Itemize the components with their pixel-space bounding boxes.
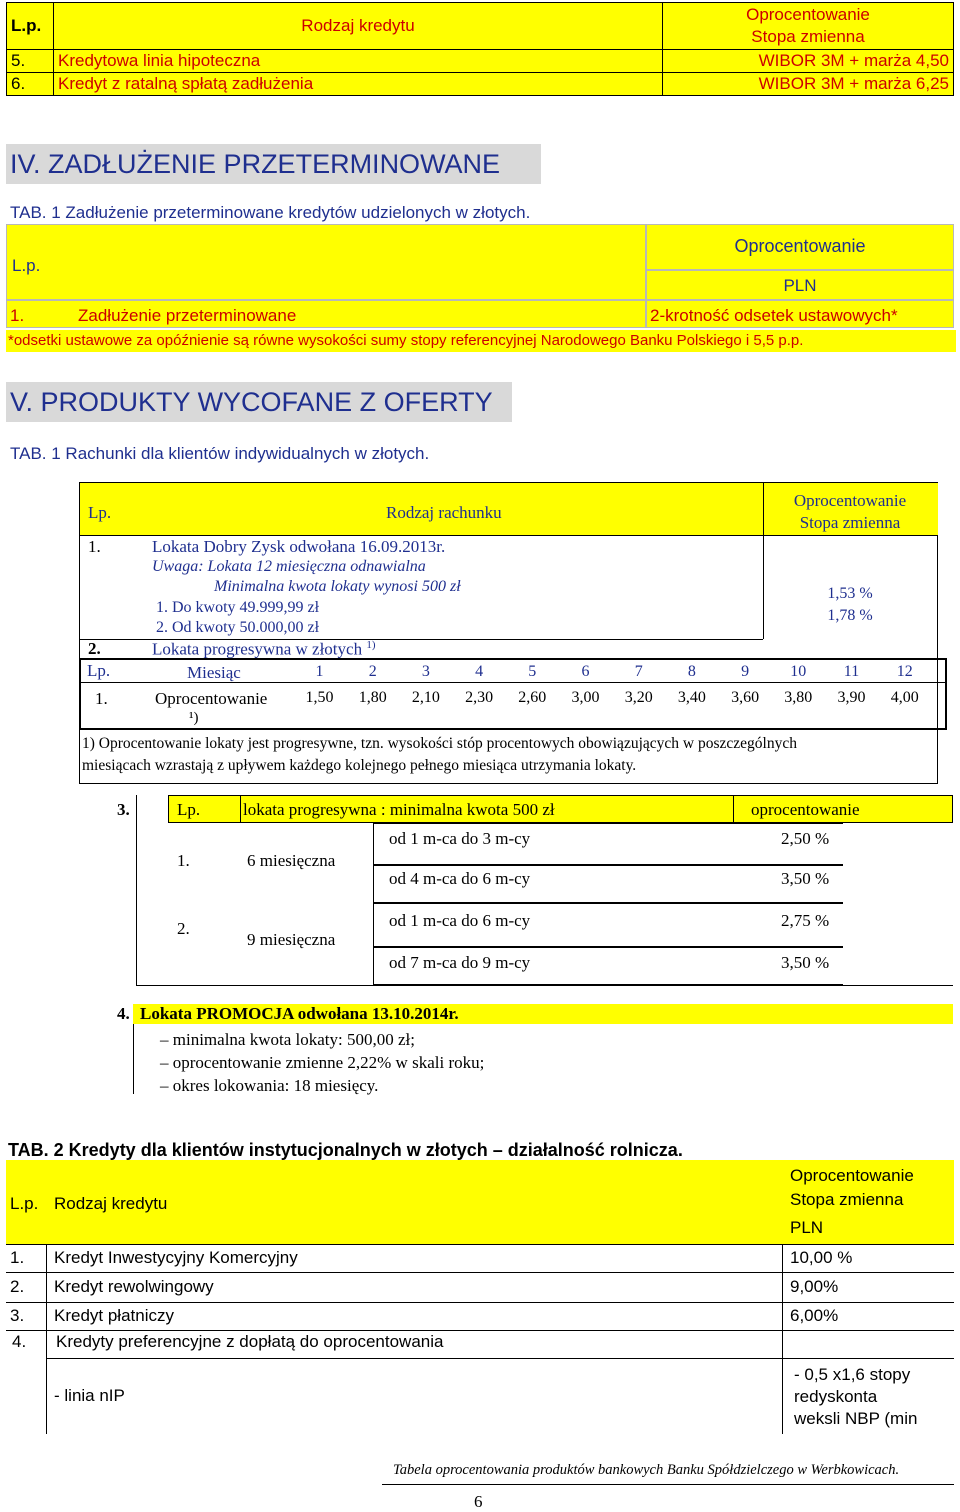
row-name: Kredyty preferencyjne z dopłatą do oprocentowania xyxy=(56,1332,444,1351)
row-name: Kredyt Inwestycyjny Komercyjny xyxy=(54,1248,298,1267)
col-rate-title: Oprocentowanie xyxy=(793,491,907,510)
col-lp: L.p. xyxy=(12,256,41,275)
row-rate: 10,00 % xyxy=(790,1248,853,1267)
rate-2: 3,50 % xyxy=(781,953,830,972)
col-lp: L.p. xyxy=(7,3,54,50)
month-rate: 1,50 xyxy=(305,689,334,706)
month-header: 10 xyxy=(790,663,807,680)
month-header: 6 xyxy=(581,663,590,680)
row-name: 9 miesięczna xyxy=(247,930,336,949)
section-iv-heading: IV. ZADŁUŻENIE PRZETERMINOWANE xyxy=(6,144,541,184)
month-rate: 4,00 xyxy=(890,689,919,706)
col-type: Rodzaj rachunku xyxy=(386,503,502,522)
col-rate-sub: Stopa zmienna xyxy=(751,27,865,46)
row-rate: 9,00% xyxy=(790,1277,839,1296)
row-num: 5. xyxy=(7,50,54,73)
month-header: 12 xyxy=(896,663,913,680)
month-rate: 2,30 xyxy=(465,689,494,706)
item1-note2: Minimalna kwota lokaty wynosi 500 zł xyxy=(214,578,461,595)
row-name: - linia nIP xyxy=(54,1386,125,1405)
month-rate: 3,60 xyxy=(731,689,760,706)
overdue-note: *odsetki ustawowe za opóźnienie są równe wysokości sumy stopy referencyjnej Narodowego Banku Polskiego i 5,5 p.p. xyxy=(6,330,956,352)
col-rate xyxy=(663,3,954,50)
row-num: 2. xyxy=(10,1277,25,1296)
month-header: 7 xyxy=(634,663,643,680)
period-2: od 7 m-ca do 9 m-cy xyxy=(389,953,531,972)
col-rate: Oprocentowanie Stopa zmienna PLN xyxy=(790,1166,914,1237)
row-name: Kredyt rewolwingowy xyxy=(54,1277,214,1296)
period-1: od 1 m-ca do 3 m-cy xyxy=(389,829,531,848)
footnote-line2: miesiącach wzrastają z upływem każdego kolejnego pełnego miesiąca utrzymania lokaty. xyxy=(82,757,637,774)
item1-sub1: 1. Do kwoty 49.999,99 zł xyxy=(156,599,320,616)
row-name: Kredyt płatniczy xyxy=(54,1306,174,1325)
month-rate: 3,80 xyxy=(784,689,813,706)
institutional-credit-table xyxy=(6,1160,954,1434)
period-1: od 1 m-ca do 6 m-cy xyxy=(389,911,531,930)
col-lp: L.p. xyxy=(10,1194,39,1213)
rate-2: 3,50 % xyxy=(781,869,830,888)
progressive-deposit-table xyxy=(113,795,953,985)
row-num: 3. xyxy=(10,1306,25,1325)
col-title: lokata progresywna : minimalna kwota 500 zł xyxy=(243,800,555,819)
row-rate: WIBOR 3M + marża 4,50 xyxy=(663,50,954,73)
promo-num: 4. xyxy=(117,1004,130,1023)
row-name: Kredytowa linia hipoteczna xyxy=(54,50,663,73)
promo-list xyxy=(160,1028,484,1097)
item1-name: Lokata Dobry Zysk odwołana 16.09.2013r. xyxy=(152,537,446,556)
tab2-title: TAB. 2 Kredyty dla klientów instytucjonalnych w złotych – działalność rolnicza. xyxy=(8,1140,683,1160)
rate-1: 2,75 % xyxy=(781,911,830,930)
month-header: 4 xyxy=(475,663,484,680)
row-num: 1. xyxy=(10,1248,25,1267)
row-name: Kredyt z ratalną spłatą zadłużenia xyxy=(54,73,663,96)
rate-row-sup: ¹) xyxy=(189,710,199,726)
row-num: 1. xyxy=(10,306,25,325)
section-v-heading: V. PRODUKTY WYCOFANE Z OFERTY xyxy=(6,382,512,422)
row-rate: WIBOR 3M + marża 6,25 xyxy=(663,73,954,96)
page-number: 6 xyxy=(474,1492,483,1511)
col-lp: Lp. xyxy=(87,661,111,680)
list-item: – okres lokowania: 18 miesięcy. xyxy=(160,1076,379,1095)
row-num: 4. xyxy=(12,1332,27,1351)
item1-rate1: 1,53 % xyxy=(827,585,873,602)
col-lp: Lp. xyxy=(177,800,201,819)
item1-rate2: 1,78 % xyxy=(827,607,873,624)
month-rate: 1,80 xyxy=(358,689,387,706)
section-iv-table-title: TAB. 1 Zadłużenie przeterminowane kredytów udzielonych w złotych. xyxy=(10,203,531,222)
item1-sub2: 2. Od kwoty 50.000,00 zł xyxy=(156,619,320,636)
month-rate: 3,90 xyxy=(837,689,866,706)
period-2: od 4 m-ca do 6 m-cy xyxy=(389,869,531,888)
item1-note1: Uwaga: Lokata 12 miesięczna odnawialna xyxy=(152,558,426,575)
item2-num: 2. xyxy=(88,639,101,658)
row-name: Zadłużenie przeterminowane xyxy=(78,306,297,325)
month-header: 3 xyxy=(421,663,430,680)
month-header: 8 xyxy=(687,663,696,680)
month-rate: 2,60 xyxy=(518,689,547,706)
col-rate-title: Oprocentowanie xyxy=(746,5,870,24)
col-rate: Oprocentowanie xyxy=(734,236,866,256)
rate-1: 2,50 % xyxy=(781,829,830,848)
table-row xyxy=(7,50,954,73)
col-type: Rodzaj kredytu xyxy=(54,3,663,50)
credit-table-top xyxy=(6,2,954,96)
col-rate-sub: Stopa zmienna xyxy=(799,513,901,532)
month-header: 5 xyxy=(528,663,537,680)
rate-row-label: Oprocentowanie xyxy=(155,689,268,708)
row-rate: - 0,5 x1,6 stopy redyskonta weksli NBP (min xyxy=(794,1365,918,1428)
footnote-line1: 1) Oprocentowanie lokaty jest progresywne, tzn. wysokości stóp procentowych obowiązujących w poszczególnych xyxy=(82,735,797,752)
col-rate: oprocentowanie xyxy=(751,800,860,819)
month-header: 1 xyxy=(315,663,324,680)
row-rate: 2-krotność odsetek ustawowych* xyxy=(650,306,898,325)
list-item: – minimalna kwota lokaty: 500,00 zł; xyxy=(160,1030,415,1049)
col-lp: Lp. xyxy=(88,503,112,522)
month-header: 11 xyxy=(843,663,860,680)
month-rate: 3,40 xyxy=(677,689,706,706)
month-rate: 2,10 xyxy=(411,689,440,706)
row-num: 2. xyxy=(177,919,190,938)
col-month: Miesiąc xyxy=(187,663,241,682)
month-rate: 3,20 xyxy=(624,689,653,706)
table-row xyxy=(7,73,954,96)
month-rate: 3,00 xyxy=(571,689,600,706)
list-item: – oprocentowanie zmienne 2,22% w skali roku; xyxy=(160,1053,485,1072)
row-num: 6. xyxy=(7,73,54,96)
row-rate: 6,00% xyxy=(790,1306,839,1325)
section3-num: 3. xyxy=(117,800,130,819)
col-pln: PLN xyxy=(783,276,817,295)
month-header: 9 xyxy=(741,663,750,680)
col-type: Rodzaj kredytu xyxy=(54,1194,168,1213)
rate-row-num: 1. xyxy=(95,689,108,708)
item1-num: 1. xyxy=(88,537,101,556)
footer-caption: Tabela oprocentowania produktów bankowych Banku Spółdzielczego w Werbkowicach. xyxy=(393,1462,900,1478)
promo-title: Lokata PROMOCJA odwołana 13.10.2014r. xyxy=(140,1004,459,1023)
overdue-table xyxy=(6,224,954,328)
item2-name: Lokata progresywna w złotych $^{1)}$ xyxy=(152,639,376,659)
row-num: 1. xyxy=(177,851,190,870)
section-v-table-title: TAB. 1 Rachunki dla klientów indywidualnych w złotych. xyxy=(10,444,430,463)
row-name: 6 miesięczna xyxy=(247,851,336,870)
progressive-rates-table xyxy=(79,658,947,730)
accounts-table xyxy=(79,482,938,784)
month-header: 2 xyxy=(368,663,377,680)
